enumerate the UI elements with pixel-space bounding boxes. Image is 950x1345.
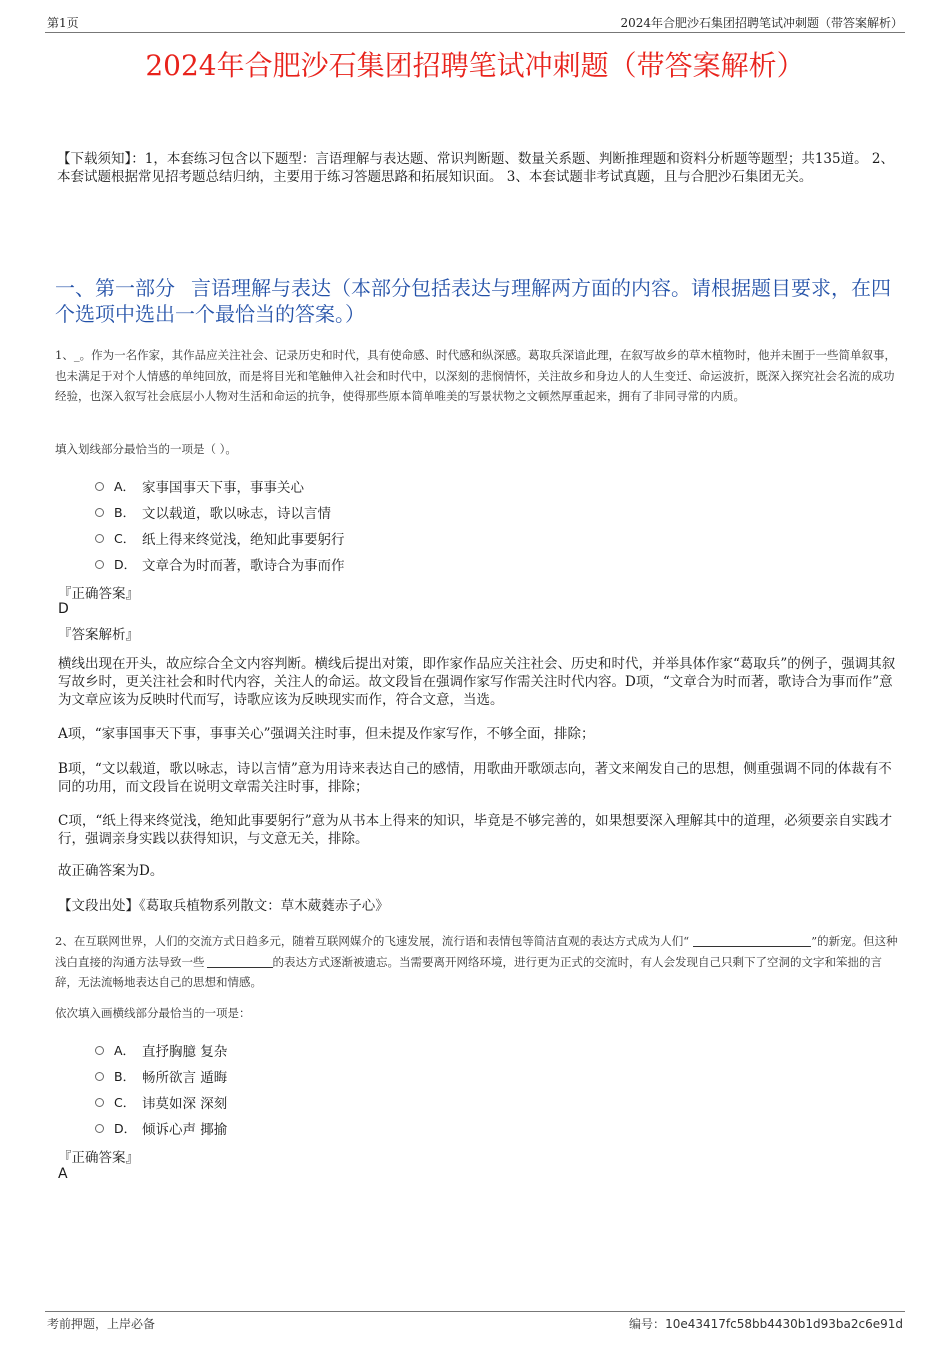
page-header [45,12,905,33]
q1-analysis-main: 横线出现在开头，故应综合全文内容判断。横线后提出对策，即作家作品应关注社会、历史和时代，并举具体作家“葛取兵”的例子，强调其叙写故乡时，更关注社会和时代内容，关注人的命运。故文段旨在强调作家写作需关注时代内容。D项，“文章合为时而著，歌诗合为事而作”意为文章应该为反映时代而写，诗歌应该为反映现实而作，符合文意，当选。 [58,656,896,708]
option-letter: C． [114,1095,136,1110]
q2-blank-1 [693,934,811,947]
q2-option-b[interactable] [95,1063,227,1089]
q1-answer-label: 『正确答案』 [58,586,139,602]
page-footer [45,1311,905,1332]
q2-passage-part-3: 的表达方式逐渐被遗忘。当需要离开网络环境，进行更为正式的交流时，有人会发现自己只剩下了空洞的文字和笨拙的言辞，无法流畅地表达自己的思想和情感。 [55,954,882,989]
q2-option-d[interactable] [95,1115,227,1141]
option-letter: B． [114,1069,136,1084]
radio-icon[interactable] [95,1098,104,1107]
option-text: 直抒胸臆 复杂 [142,1044,228,1060]
q1-analysis-label: 『答案解析』 [58,627,139,643]
section-heading [55,275,905,327]
q1-option-d[interactable] [95,551,345,577]
page-number: 第1页 [47,16,79,30]
footer-slogan: 考前押题，上岸必备 [47,1317,156,1331]
option-letter: A． [114,479,136,494]
option-text: 倾诉心声 揶揄 [142,1122,228,1138]
q1-analysis-b: B项，“文以载道，歌以咏志，诗以言情”意为用诗来表达自己的感情，用歌曲开歌颂志向，著文来阐发自己的思想，侧重强调不同的体裁有不同的功用，而文段旨在说明文章需关注时事，排除； [58,761,892,795]
option-letter: A． [114,1043,136,1058]
section-prefix: 一、第一部分 [55,276,175,300]
q1-analysis-c: C项，“纸上得来终觉浅，绝知此事要躬行”意为从书本上得来的知识，毕竟是不够完善的，如果想要深入理解其中的道理，必须要亲自实践才行，强调亲身实践以获得知识，与文意无关，排除。 [58,813,893,847]
footer-code-value: 10e43417fc58bb4430b1d93ba2c6e91d [665,1317,903,1331]
q2-answer: A [58,1166,68,1182]
radio-icon[interactable] [95,1046,104,1055]
q1-option-c[interactable] [95,525,345,551]
q1-passage: 1、_。作为一名作家，其作品应关注社会、记录历史和时代，具有使命感、时代感和纵深感。葛取兵深谙此理，在叙写故乡的草木植物时，他并未囿于一些简单叙事，也未满足于对个人情感的单纯回放，而是将目光和笔触伸入社会和时代中，以深刻的悲悯情怀，关注故乡和身边人的人生变迁、命运波折，既深入探究社会名流的成功经验，也深入叙写社会底层小人物对生活和命运的抗争，使得那些原本简单唯美的写景状物之文顿然厚重起来，拥有了非同寻常的内质。 [55,348,897,403]
q1-option-b[interactable] [95,499,345,525]
option-text: 纸上得来终觉浅，绝知此事要躬行 [142,532,345,548]
radio-icon[interactable] [95,1072,104,1081]
q1-ask: 填入划线部分最恰当的一项是（ ）。 [55,442,237,456]
q2-answer-label: 『正确答案』 [58,1150,139,1166]
download-notice: 【下载须知】：1，本套练习包含以下题型：言语理解与表达题、常识判断题、数量关系题、判断推理题和资料分析题等题型；共135道。 2、本套试题根据常见招考题总结归纳，主要用于练习答题思路和拓展知识面。 3、本套试题非考试真题，且与合肥沙石集团无关。 [57,151,894,185]
q1-answer: D [58,601,69,617]
radio-icon[interactable] [95,482,104,491]
option-text: 家事国事天下事，事事关心 [142,480,304,496]
footer-code [629,1315,903,1332]
q2-ask: 依次填入画横线部分最恰当的一项是： [55,1006,251,1020]
q2-passage [55,931,900,993]
q1-source: 【文段出处】《葛取兵植物系列散文：草木葳蕤赤子心》 [58,898,389,914]
header-doc-title: 2024年合肥沙石集团招聘笔试冲刺题（带答案解析） [620,16,903,30]
q1-options [95,473,345,577]
q2-options [95,1037,227,1141]
option-text: 讳莫如深 深刻 [142,1096,228,1112]
page-title: 2024年合肥沙石集团招聘笔试冲刺题（带答案解析） [145,49,805,82]
option-letter: D． [114,557,137,572]
option-letter: C． [114,531,136,546]
q2-blank-2 [207,955,273,968]
q1-option-a[interactable] [95,473,345,499]
q1-conclusion: 故正确答案为D。 [58,863,164,879]
q2-option-a[interactable] [95,1037,227,1063]
q2-option-c[interactable] [95,1089,227,1115]
option-text: 畅所欲言 遁晦 [142,1070,228,1086]
section-text: 言语理解与表达（本部分包括表达与理解两方面的内容。请根据题目要求，在四个选项中选出一个最恰当的答案。） [55,276,891,326]
radio-icon[interactable] [95,508,104,517]
radio-icon[interactable] [95,534,104,543]
option-text: 文章合为时而著，歌诗合为事而作 [142,558,345,574]
q2-passage-part-2: ”的新宠。但这种浅白直接的沟通方法导致一些 [55,934,898,969]
option-letter: B． [114,505,136,520]
radio-icon[interactable] [95,560,104,569]
q2-passage-part-1: 2、在互联网世界，人们的交流方式日趋多元，随着互联网媒介的飞速发展，流行语和表情包等简洁直观的表达方式成为人们“ [55,934,690,948]
option-text: 文以载道，歌以咏志，诗以言情 [142,506,331,522]
option-letter: D． [114,1121,137,1136]
radio-icon[interactable] [95,1124,104,1133]
footer-code-label: 编号： [629,1317,666,1331]
q1-analysis-a: A项，“家事国事天下事，事事关心”强调关注时事，但未提及作家写作，不够全面，排除； [58,726,595,742]
